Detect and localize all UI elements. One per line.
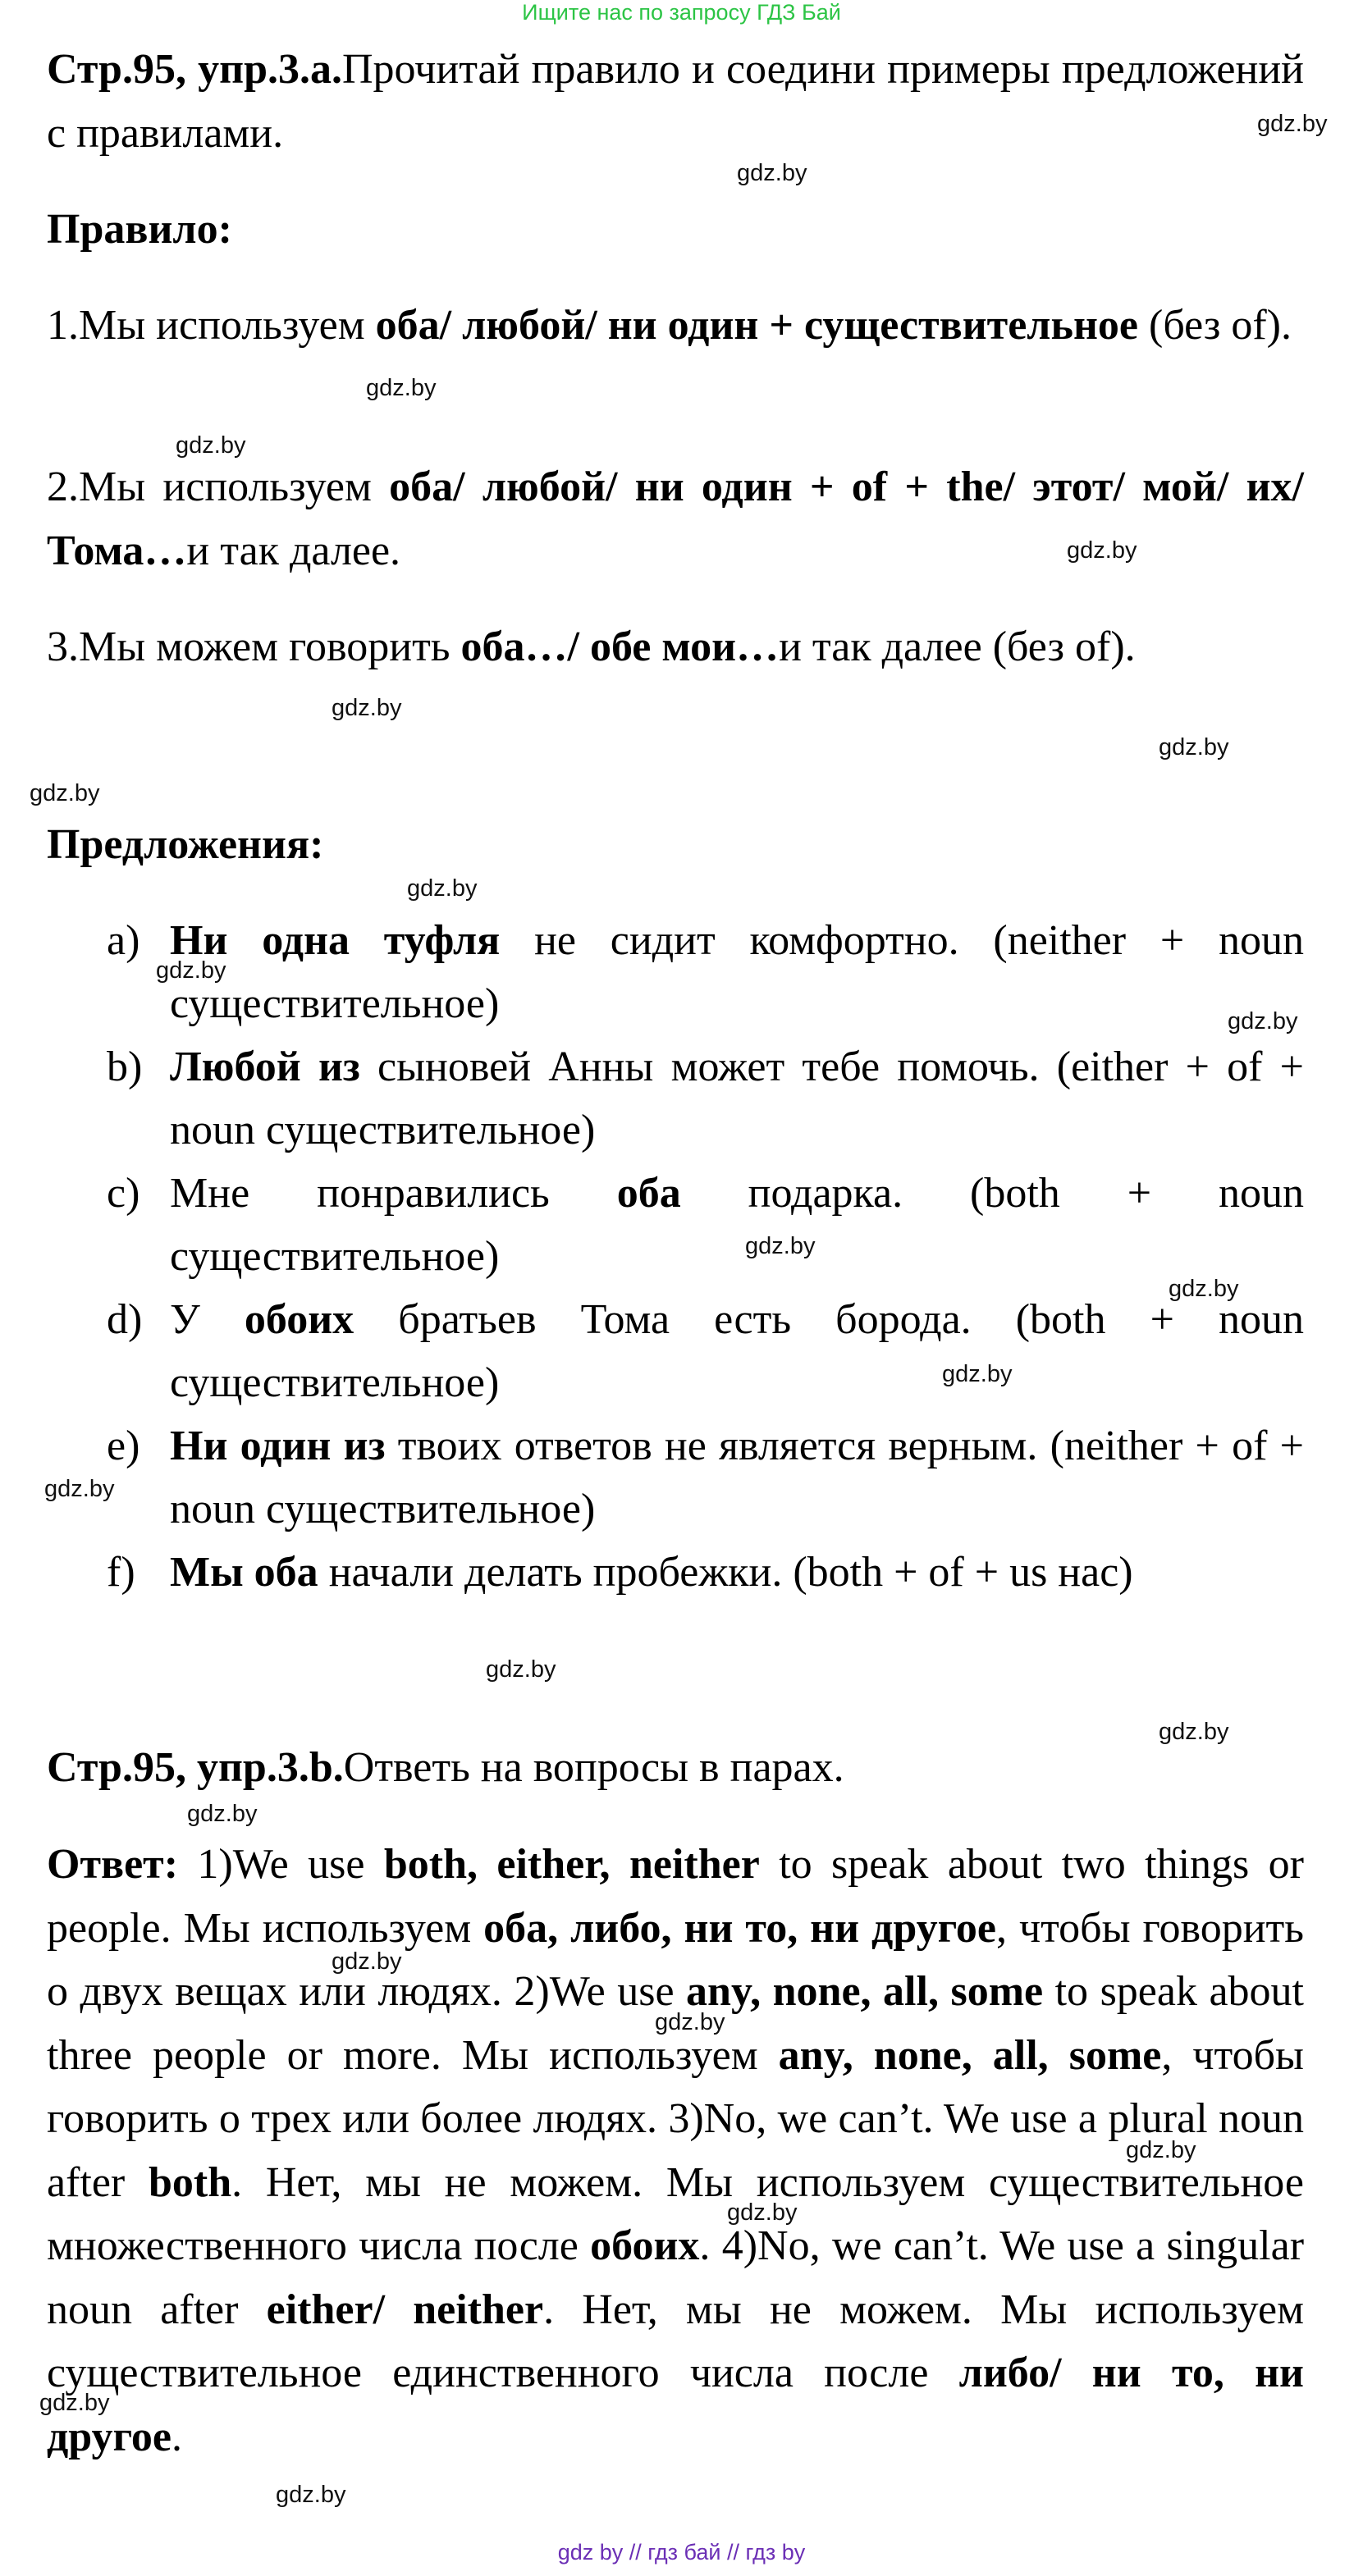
watermark: gdz.by xyxy=(486,1656,556,1683)
watermark: gdz.by xyxy=(745,1233,816,1259)
item-post: сыновей Анны может тебе помочь. (either + of + noun существительное) xyxy=(170,1044,1304,1153)
exercise-3a-text: Прочитай правило и соедини примеры предложений с правилами. xyxy=(47,46,1304,157)
answer-bold: либо/ ни то, ни другое xyxy=(47,2350,1304,2460)
item-label: a) xyxy=(107,917,140,964)
rule-1-end: (без of). xyxy=(1138,302,1292,349)
item-post: твоих ответов не является верным. (neither + of + noun существительное) xyxy=(170,1423,1304,1532)
rule-3 xyxy=(47,615,1304,679)
rule-2 xyxy=(47,455,1304,583)
top-banner[interactable]: Ищите нас по запросу ГДЗ Бай xyxy=(522,0,841,25)
answer-bold: оба, либо, ни то, ни другое xyxy=(483,1904,996,1952)
watermark: gdz.by xyxy=(727,2199,798,2226)
answer-paragraph xyxy=(47,1833,1304,2469)
rule-2-end: и так далее. xyxy=(186,528,401,574)
watermark: gdz.by xyxy=(176,432,246,459)
answer-text: to speak about two things or people. Мы используем xyxy=(47,1841,1304,1952)
item-label: b) xyxy=(107,1044,143,1090)
answer-bold: any, none, all, some xyxy=(778,2031,1162,2079)
sentences-list xyxy=(107,909,1304,1604)
exercise-3a-task xyxy=(47,38,1304,166)
item-bold: оба xyxy=(616,1170,681,1217)
watermark: gdz.by xyxy=(407,875,478,902)
watermark: gdz.by xyxy=(655,2009,725,2035)
rule-1-text: 1.Мы используем xyxy=(47,302,376,349)
list-item xyxy=(107,1162,1304,1288)
watermark: gdz.by xyxy=(332,695,402,721)
rule-1 xyxy=(47,294,1304,358)
item-bold: Любой из xyxy=(170,1044,360,1090)
exercise-3b-heading: Стр.95, упр.3.b. xyxy=(47,1744,344,1791)
answer-bold: both, either, neither xyxy=(383,1841,760,1888)
watermark: gdz.by xyxy=(1067,537,1137,564)
watermark: gdz.by xyxy=(332,1948,402,1975)
rule-3-text: 3.Мы можем говорить xyxy=(47,623,461,670)
item-pre: Мне понравились xyxy=(170,1170,617,1217)
answer-bold: обоих xyxy=(590,2222,700,2269)
item-label: e) xyxy=(107,1423,140,1469)
answer-text: , чтобы говорить о двух вещах или людях. 2)We use xyxy=(47,1904,1304,2015)
item-label: c) xyxy=(107,1170,140,1217)
answer-text: , чтобы говорить о трех или более людях. 3)No, we can’t. We use a plural noun after xyxy=(47,2031,1304,2206)
answer-bold: either/ neither xyxy=(266,2286,544,2333)
watermark: gdz.by xyxy=(737,160,807,186)
answer-text: to speak about three people or more. Мы используем xyxy=(47,1968,1305,2079)
rules-title: Правило: xyxy=(47,206,232,253)
list-item xyxy=(107,1035,1304,1162)
exercise-3b-text: Ответь на вопросы в парах. xyxy=(343,1744,844,1791)
watermark: gdz.by xyxy=(1159,1719,1229,1745)
watermark: gdz.by xyxy=(276,2482,346,2508)
watermark: gdz.by xyxy=(1159,734,1229,760)
watermark: gdz.by xyxy=(1228,1008,1298,1035)
watermark: gdz.by xyxy=(942,1361,1013,1387)
answer-text: . 4)No, we can’t. We use a singular noun after xyxy=(47,2222,1305,2333)
answer-label: Ответ: xyxy=(47,1841,198,1888)
item-label: d) xyxy=(107,1296,143,1343)
answer-text: . Нет, мы не можем. Мы используем существительное единственного числа после xyxy=(47,2286,1304,2396)
list-item xyxy=(107,1541,1304,1604)
watermark: gdz.by xyxy=(1169,1276,1239,1302)
watermark: gdz.by xyxy=(1126,2137,1196,2163)
list-item xyxy=(107,1414,1304,1541)
item-label: f) xyxy=(107,1549,135,1596)
answer-text: . xyxy=(171,2413,182,2460)
answer-bold: any, none, all, some xyxy=(686,1968,1044,2015)
item-post: начали делать пробежки. (both + of + us нас) xyxy=(318,1549,1133,1596)
exercise-3a-heading: Стр.95, упр.3.a. xyxy=(47,46,342,93)
exercise-3b-task xyxy=(47,1736,1304,1800)
watermark: gdz.by xyxy=(44,1476,115,1502)
rule-1-bold: оба/ любой/ ни один + существительное xyxy=(375,302,1139,349)
item-post: братьев Тома есть борода. (both + noun существительное) xyxy=(170,1296,1304,1406)
item-pre: У xyxy=(170,1296,245,1343)
sentences-title: Предложения: xyxy=(47,821,324,868)
item-bold: Мы оба xyxy=(170,1549,318,1596)
rule-3-end: и так далее (без of). xyxy=(779,623,1136,670)
answer-text: . Нет, мы не можем. Мы используем существительное множественного числа после xyxy=(47,2158,1304,2269)
answer-text: 1)We use xyxy=(197,1841,384,1888)
answer-bold: both xyxy=(148,2158,232,2206)
watermark: gdz.by xyxy=(39,2390,110,2416)
watermark: gdz.by xyxy=(366,375,437,401)
watermark: gdz.by xyxy=(30,780,100,806)
watermark: gdz.by xyxy=(1257,111,1328,137)
list-item xyxy=(107,909,1304,1035)
item-post: не сидит комфортно. (neither + noun существительное) xyxy=(170,917,1304,1027)
rule-3-bold: оба…/ обе мои… xyxy=(460,623,780,670)
watermark: gdz.by xyxy=(187,1801,258,1827)
list-item xyxy=(107,1288,1304,1414)
footer-links[interactable]: gdz by // гдз бай // гдз by xyxy=(557,2540,806,2565)
rule-2-bold: оба/ любой/ ни один + of + the/ этот/ мой/ их/ Тома… xyxy=(47,464,1304,574)
item-bold: Ни один из xyxy=(170,1423,386,1469)
rule-2-text: 2.Мы используем xyxy=(47,464,390,510)
item-bold: Ни одна туфля xyxy=(170,917,501,964)
watermark: gdz.by xyxy=(156,957,226,984)
item-post: подарка. (both + noun существительное) xyxy=(170,1170,1304,1280)
item-bold: обоих xyxy=(244,1296,354,1343)
